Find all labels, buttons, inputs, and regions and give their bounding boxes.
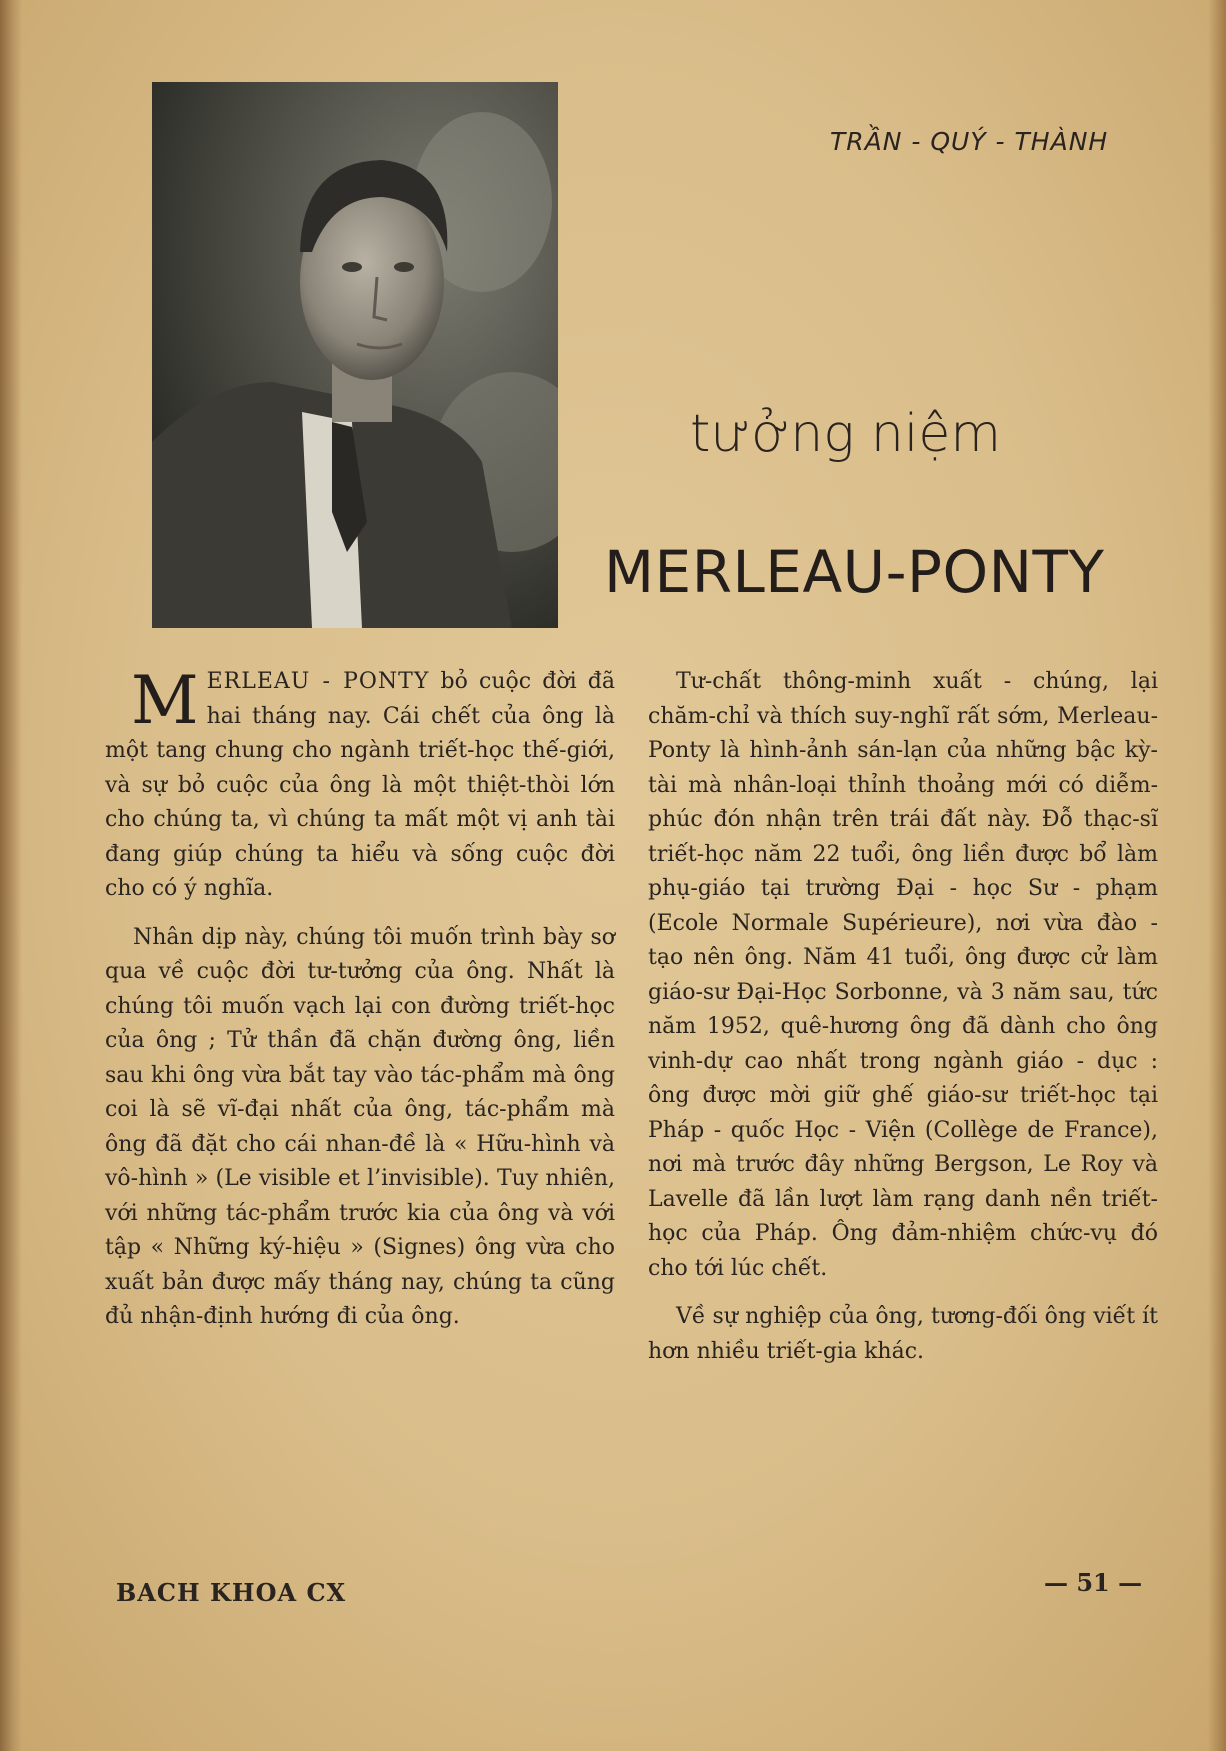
- author-byline: TRẦN - QUÝ - THÀNH: [830, 127, 1109, 156]
- left-paragraph-1: [105, 662, 615, 907]
- page-number: — 51 —: [1044, 1568, 1143, 1597]
- article-title-line1: tưởng niệm: [690, 404, 1001, 464]
- page-edge-left: [0, 0, 22, 1751]
- publication-name: BACH KHOA CX: [116, 1578, 347, 1607]
- left-paragraph-1-text: bỏ cuộc đời đã hai tháng nay. Cái chết của ông là một tang chung cho ngành triết-học thế-giới, và sự bỏ cuộc của ông là một thiệt-thòi lớn cho chúng ta, vì chúng ta mất một vị anh tài đang giúp chúng ta hiểu và sống cuộc đời cho có ý nghĩa.: [105, 669, 615, 901]
- left-paragraph-2: Nhân dịp này, chúng tôi muốn trình bày sơ qua về cuộc đời tư-tưởng của ông. Nhất là chúng tôi muốn vạch lại con đường triết-học của ông ; Tử thần đã chặn đường ông, liền sau khi ông vừa bắt tay vào tác-phẩm mà ông coi là sẽ vĩ-đại nhất của ông, tác-phẩm mà ông đã đặt cho cái nhan-đề là « Hữu-hình và vô-hình » (Le visible et l’invisible). Tuy nhiên, với những tác-phẩm trước kia của ông và với tập « Những ký-hiệu » (Signes) ông vừa cho xuất bản được mấy tháng nay, chúng ta cũng đủ nhận-định hướng đi của ông.: [105, 924, 615, 1329]
- page-edge-right: [1208, 0, 1226, 1751]
- drop-cap: M: [131, 662, 199, 739]
- left-column: [105, 662, 615, 1349]
- right-column: [648, 665, 1158, 1383]
- right-paragraph-1: Tư-chất thông-minh xuất - chúng, lại chăm-chỉ và thích suy-nghĩ rất sớm, Merleau-Ponty là hình-ảnh sán-lạn của những bậc kỳ-tài mà nhân-loại thỉnh thoảng mới có diễm-phúc đón nhận trên trái đất này. Đỗ thạc-sĩ triết-học năm 22 tuổi, ông liền được bổ làm phụ-giáo tại trường Đại - học Sư - phạm (Ecole Normale Supérieure), nơi vừa đào - tạo nên ông. Năm 41 tuổi, ông được cử làm giáo-sư Đại-Học Sorbonne, và 3 năm sau, tức năm 1952, quê-hương ông đã dành cho ông vinh-dự cao nhất trong ngành giáo - dục : ông được mời giữ ghế giáo-sư triết-học tại Pháp - quốc Học - Viện (Collège de France), nơi mà trước đây những Bergson, Le Roy và Lavelle đã lần lượt làm rạng danh nền triết-học của Pháp. Ông đảm-nhiệm chức-vụ đó cho tới lúc chết.: [648, 669, 1158, 1281]
- lead-smallcaps: ERLEAU - PONTY: [206, 669, 430, 694]
- right-paragraph-2: Về sự nghiệp của ông, tương-đối ông viết ít hơn nhiều triết-gia khác.: [648, 1304, 1158, 1364]
- article-title-line2: MERLEAU-PONTY: [604, 538, 1105, 606]
- portrait-photo: [152, 82, 558, 628]
